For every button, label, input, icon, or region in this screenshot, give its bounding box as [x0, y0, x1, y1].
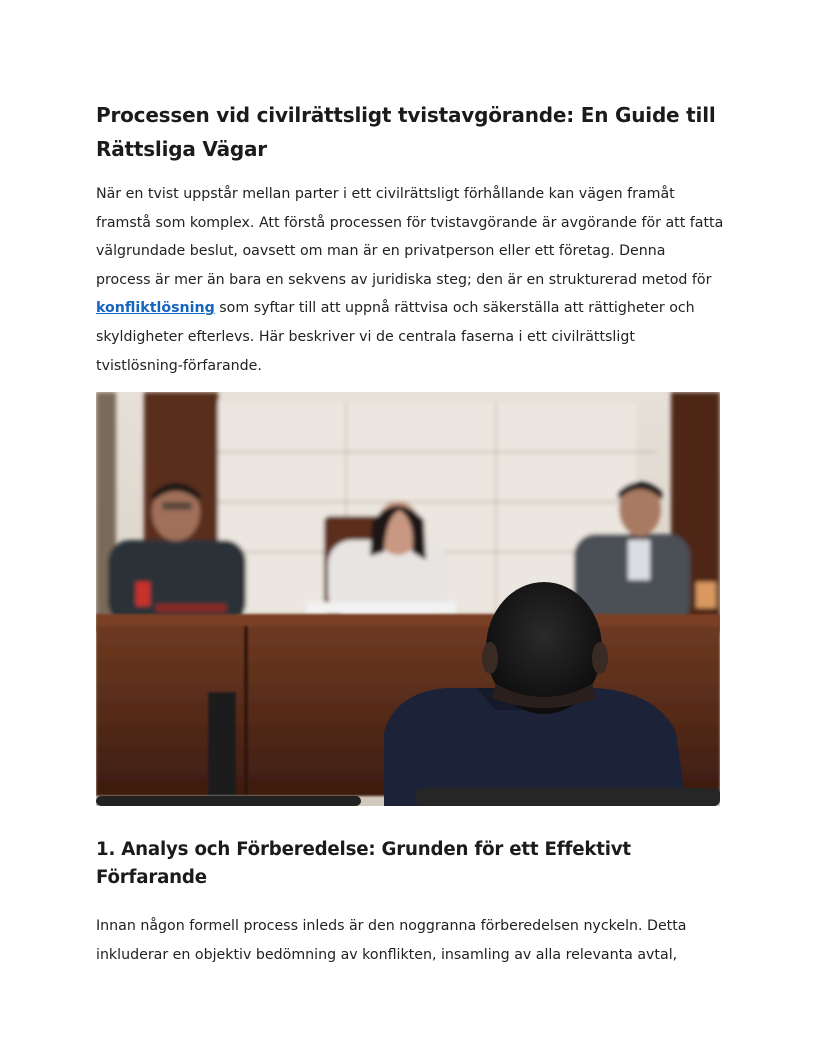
section-paragraph-analysis: Innan någon formell process inleds är den noggranna förberedelsen nyckeln. Detta inkluderar en objektiv bedömning av konflikten, insamling av alla relevanta avtal,	[96, 918, 687, 963]
courtroom-photo	[96, 392, 720, 806]
section-heading-analysis: 1. Analys och Förberedelse: Grunden för ett Effektivt Förfarande	[96, 839, 631, 889]
intro-paragraph	[96, 180, 724, 380]
intro-text-start: När en tvist uppstår mellan parter i ett civilrättsligt förhållande kan vägen framåt framstå som komplex. Att förstå processen för tvistavgörande är avgörande för att fatta välgrundade beslut, oavsett om man är en privatperson eller ett företag. Denna process är mer än bara en sekvens av juridiska steg; den är en strukturerad metod för	[96, 186, 724, 288]
document-page	[96, 98, 724, 969]
conflict-resolution-link[interactable]: konfliktlösning	[96, 300, 215, 317]
document-title: Processen vid civilrättsligt tvistavgörande: En Guide till Rättsliga Vägar	[96, 103, 716, 161]
intro-text-end: som syftar till att uppnå rättvisa och säkerställa att rättigheter och skyldigheter efterlevs. Här beskriver vi de centrala faserna i ett civilrättsligt tvistlösning-förfarande.	[96, 300, 695, 374]
